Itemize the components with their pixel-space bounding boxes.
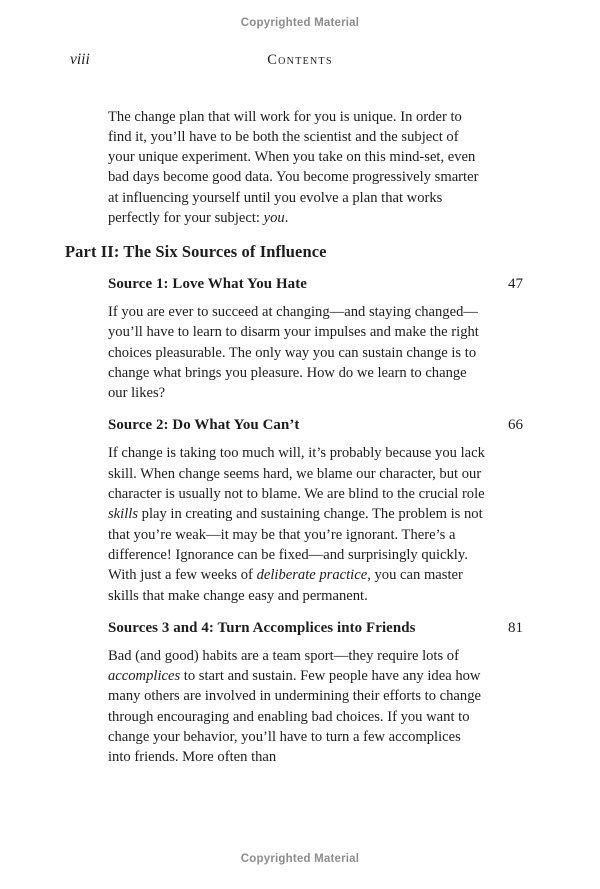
entry-page-number: 47 bbox=[508, 276, 523, 292]
entry-page-number: 66 bbox=[508, 417, 523, 434]
entry-summary: Bad (and good) habits are a team sport—they require lots of accomplices to start and sustain. Few people have any idea how many others are involved in undermining their efforts to change through encouraging and enabling bad choices. If you want to change your behavior, you’ll have to turn a few accomplices into friends. More often than bbox=[108, 647, 481, 766]
entry-header bbox=[108, 417, 523, 434]
copyright-notice-top: Copyrighted Material bbox=[240, 17, 360, 29]
entry-summary: If you are ever to succeed at changing—and staying changed—you’ll have to learn to disarm your impulses and make the right choices pleasurable. The only way you can sustain change is to change what brings you pleasure. How do we learn to change our likes? bbox=[108, 304, 479, 402]
toc-entry bbox=[108, 417, 523, 605]
entry-title: Source 1: Love What You Hate bbox=[108, 276, 307, 292]
toc-entry bbox=[108, 620, 523, 768]
entry-page-number: 81 bbox=[508, 619, 523, 636]
entry-title: Source 2: Do What You Can’t bbox=[108, 417, 300, 434]
entry-title: Sources 3 and 4: Turn Accomplices into Friends bbox=[108, 619, 416, 636]
toc-entries bbox=[108, 276, 523, 782]
intro-paragraph: The change plan that will work for you is unique. In order to find it, you’ll have to be both the scientist and the subject of your unique experiment. When you take on this mind-set, even bad days become good data. You become progressively smarter at influencing yourself until you evolve a plan that works perfectly for your subject: you. bbox=[108, 108, 479, 227]
part-heading: Part II: The Six Sources of Influence bbox=[65, 242, 327, 261]
entry-summary: If change is taking too much will, it’s probably because you lack skill. When change seems hard, we blame our character, but our character is usually not to blame. We are blind to the crucial role skills play in creating and sustaining change. The problem is not that you’re weak—it may be that you’re ignorant. There’s a difference! Ignorance can be fixed—and surprisingly quickly. With just a few weeks of deliberate practice, you can master skills that make change easy and permanent. bbox=[108, 445, 485, 604]
toc-entry bbox=[108, 276, 523, 403]
entry-header bbox=[108, 620, 523, 637]
running-head: Contents bbox=[267, 52, 333, 68]
folio-page-number: viii bbox=[70, 51, 90, 68]
page-header bbox=[0, 51, 600, 71]
copyright-notice-bottom: Copyrighted Material bbox=[240, 853, 360, 865]
entry-header bbox=[108, 276, 523, 293]
